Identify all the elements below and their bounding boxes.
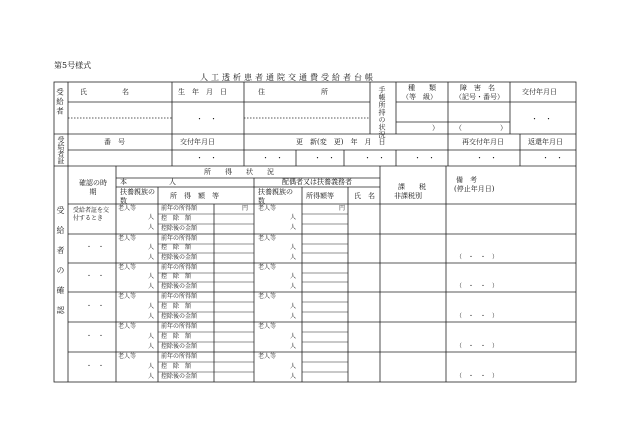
disability-paren-close: ） — [500, 124, 507, 132]
prev-income-label: 前年の所得額 — [161, 293, 198, 300]
elderly-label: 老人等 — [258, 205, 277, 212]
person-unit: 人 — [290, 224, 297, 231]
person-unit: 人 — [148, 283, 155, 290]
person-unit: 人 — [148, 363, 155, 370]
recipient-side-label: 受給者 — [55, 88, 65, 117]
after-deduction-label: 控除後の金額 — [161, 313, 198, 320]
after-deduction-label: 控除後の金額 — [161, 254, 198, 261]
person-unit: 人 — [290, 313, 297, 320]
cert-number-label: 番 号 — [104, 138, 125, 146]
spouse-name-label: 氏 名 — [354, 192, 375, 200]
person-unit: 人 — [148, 343, 155, 350]
dob-value: ・ ・ — [196, 115, 217, 123]
remarks-date: （ ・ ・ ） — [456, 283, 499, 290]
verification-side-label: 受給者の確認 — [56, 206, 65, 326]
person-unit: 人 — [148, 214, 155, 221]
prev-income-label: 前年の所得額 — [161, 205, 198, 212]
person-unit: 人 — [290, 303, 297, 310]
remarks-date: （ ・ ・ ） — [456, 373, 499, 380]
cert-renewal-value-4: ・ ・ — [414, 154, 435, 162]
person-unit: 人 — [148, 333, 155, 340]
cert-return-value: ・ ・ — [542, 154, 563, 162]
deduction-label: 控 除 額 — [161, 215, 192, 222]
deduction-label: 控 除 額 — [161, 363, 192, 370]
timing-date: ・ ・ — [86, 273, 105, 280]
dependents-label: 扶養親族の数 — [120, 188, 155, 205]
issue-date-label: 交付年月日 — [522, 88, 557, 96]
person-unit: 人 — [148, 373, 155, 380]
after-deduction-label: 控除後の金額 — [161, 283, 198, 290]
person-unit: 人 — [148, 244, 155, 251]
tax-sub-label: 非課税別 — [394, 192, 422, 200]
prev-income-label: 前年の所得額 — [161, 323, 198, 330]
deduction-label: 控 除 額 — [161, 333, 192, 340]
cert-renewal-label: 更 新(変 更) 年 月 日 — [296, 138, 386, 146]
elderly-label: 老人等 — [118, 293, 137, 300]
after-deduction-label: 控除後の金額 — [161, 225, 198, 232]
remarks-sub-label: (停止年月日) — [454, 185, 495, 193]
person-unit: 人 — [290, 373, 297, 380]
elderly-label: 老人等 — [118, 323, 137, 330]
elderly-label: 老人等 — [118, 264, 137, 271]
prev-income-label: 前年の所得額 — [161, 235, 198, 242]
timing-date: ・ ・ — [86, 244, 105, 251]
disability-paren-open: （ — [455, 124, 462, 132]
yen-unit: 円 — [242, 205, 249, 212]
timing-date: ・ ・ — [86, 333, 105, 340]
after-deduction-label: 控除後の金額 — [161, 373, 198, 380]
remarks-date: （ ・ ・ ） — [456, 343, 499, 350]
handbook-label: 手帳所持の状況 — [378, 86, 386, 139]
issue-date-value: ・ ・ — [531, 115, 552, 123]
person-unit: 人 — [290, 273, 297, 280]
elderly-label: 老人等 — [258, 323, 277, 330]
dob-label: 生 年 月 日 — [178, 88, 227, 96]
type-sub: （等 級） — [402, 93, 437, 101]
elderly-label: 老人等 — [118, 235, 137, 242]
income-amount-label: 所 得 額 等 — [170, 192, 219, 200]
elderly-label: 老人等 — [258, 264, 277, 271]
disability-label: 障 害 名 — [460, 84, 495, 92]
address-label: 住 所 — [258, 88, 328, 96]
elderly-label: 老人等 — [118, 205, 137, 212]
cert-renewal-value-2: ・ ・ — [314, 154, 335, 162]
spouse-income-label: 所得額等 — [306, 192, 334, 200]
person-unit: 人 — [290, 363, 297, 370]
person-unit: 人 — [290, 343, 297, 350]
person-unit: 人 — [290, 254, 297, 261]
tax-label: 課 税 — [398, 183, 426, 191]
type-label: 種 類 — [408, 84, 436, 92]
timing-date: ・ ・ — [86, 303, 105, 310]
elderly-label: 老人等 — [118, 353, 137, 360]
form-number: 第5号様式 — [54, 61, 92, 70]
timing-label: 確認の時期 — [79, 179, 107, 197]
cert-renewal-value-1: ・ ・ — [262, 154, 283, 162]
person-unit: 人 — [148, 303, 155, 310]
prev-income-label: 前年の所得額 — [161, 353, 198, 360]
spouse-dependents-label: 扶養親族の数 — [258, 188, 293, 205]
person-unit: 人 — [148, 273, 155, 280]
cert-issue-value: ・ ・ — [196, 154, 217, 162]
cert-renewal-value-3: ・ ・ — [364, 154, 385, 162]
elderly-label: 老人等 — [258, 353, 277, 360]
person-unit: 人 — [290, 244, 297, 251]
person-unit: 人 — [148, 224, 155, 231]
remarks-date: （ ・ ・ ） — [456, 254, 499, 261]
person-unit: 人 — [148, 254, 155, 261]
person-unit: 人 — [290, 214, 297, 221]
elderly-label: 老人等 — [258, 293, 277, 300]
cert-reissue-label: 再交付年月日 — [462, 138, 504, 146]
cert-reissue-value: ・ ・ — [476, 154, 497, 162]
self-label: 本 人 — [120, 178, 176, 186]
deduction-label: 控 除 額 — [161, 273, 192, 280]
type-paren-close: ） — [432, 124, 439, 132]
certificate-side-label: 受給者証 — [57, 136, 65, 164]
cert-issue-label: 交付年月日 — [180, 138, 215, 146]
spouse-label: 配偶者又は扶養義務者 — [282, 178, 352, 186]
deduction-label: 控 除 額 — [161, 244, 192, 251]
name-label: 氏 名 — [80, 88, 129, 96]
remarks-date: （ ・ ・ ） — [456, 313, 499, 320]
timing-first: 受給者証を交付するとき — [73, 207, 110, 222]
elderly-label: 老人等 — [258, 235, 277, 242]
page-title: 人工透析患者通院交通費受給者台帳 — [200, 73, 376, 82]
person-unit: 人 — [148, 313, 155, 320]
yen-unit: 円 — [339, 205, 346, 212]
income-header: 所 得 状 況 — [204, 168, 274, 176]
deduction-label: 控 除 額 — [161, 303, 192, 310]
timing-date: ・ ・ — [86, 363, 105, 370]
person-unit: 人 — [290, 333, 297, 340]
prev-income-label: 前年の所得額 — [161, 264, 198, 271]
after-deduction-label: 控除後の金額 — [161, 343, 198, 350]
cert-return-label: 返還年月日 — [528, 138, 563, 146]
remarks-label: 備 考 — [456, 176, 477, 184]
disability-sub: （記号・番号） — [455, 93, 504, 101]
person-unit: 人 — [290, 283, 297, 290]
